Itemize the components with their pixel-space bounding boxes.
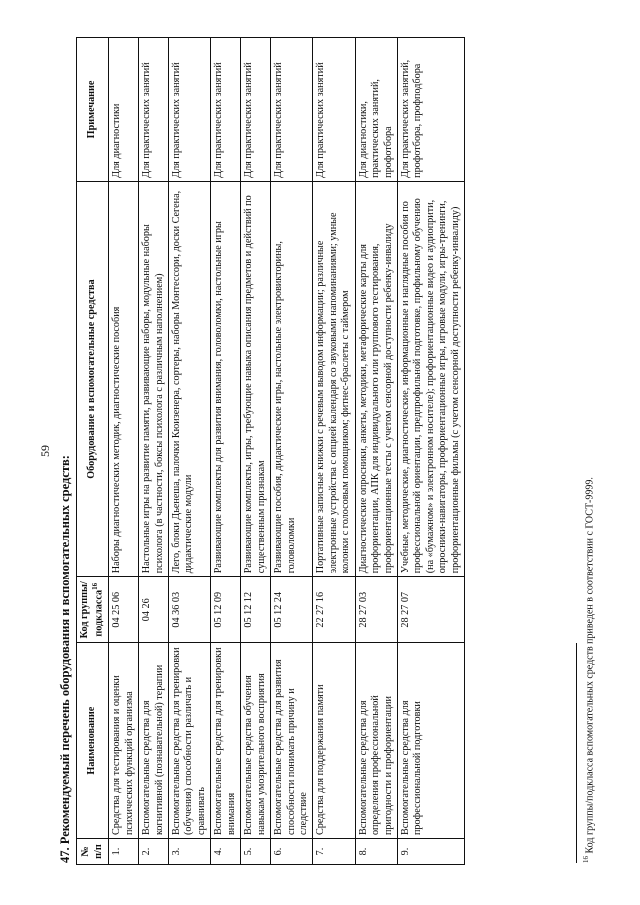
footnote-divider (576, 643, 577, 863)
row-num: 4. (211, 839, 241, 865)
header-code (77, 577, 109, 643)
row-note: Для диагностики, практических занятий, профотбора (355, 38, 397, 182)
row-equipment: Развивающие пособия, дидактические игры, настольные электровикторины, головоломки (271, 181, 313, 576)
row-equipment: Развивающие комплекты, игры, требующие навыка описания предметов и действий по существенным признакам (241, 181, 271, 576)
row-num: 2. (139, 839, 169, 865)
row-num: 9. (398, 839, 465, 865)
row-num: 8. (355, 839, 397, 865)
row-num: 5. (241, 839, 271, 865)
row-note: Для практических занятий (139, 38, 169, 182)
row-name: Вспомогательные средства для определения профессиональной пригодности и профориентации (355, 643, 397, 839)
row-code: 28 27 07 (398, 577, 465, 643)
table-row (398, 38, 465, 865)
row-note: Для практических занятий (241, 38, 271, 182)
row-note: Для практических занятий, профотбора, профподбора (398, 38, 465, 182)
table-row (211, 38, 241, 865)
header-code-label: Код группы/ подкласса (79, 581, 105, 639)
row-num: 3. (169, 839, 211, 865)
row-equipment: Настольные игры на развитие памяти, развивающие наборы, модульные наборы психолога (в частности, боксы психолога с различным наполнением) (139, 181, 169, 576)
table-row (271, 38, 313, 865)
row-note: Для практических занятий (313, 38, 355, 182)
row-code: 05 12 12 (241, 577, 271, 643)
row-num: 1. (109, 839, 139, 865)
row-equipment: Портативные записные книжки с речевым выводом информации; различные электронные устройства с опцией календаря со звуковыми напоминаниями; умные колонки с голосовым помощником; фитнес-браслеты с таймером (313, 181, 355, 576)
row-name: Вспомогательные средства для развития способности понимать причину и следствие (271, 643, 313, 839)
table-row (139, 38, 169, 865)
equipment-table (76, 37, 465, 865)
header-num: № п/п (77, 839, 109, 865)
section-heading: 47. Рекомендуемый перечень оборудования и вспомогательных средств: (58, 455, 72, 863)
row-code: 05 12 09 (211, 577, 241, 643)
table-row (313, 38, 355, 865)
row-code: 05 12 24 (271, 577, 313, 643)
row-name: Вспомогательные средства для когнитивной (познавательной) терапии (139, 643, 169, 839)
header-equipment: Оборудование и вспомогательные средства (77, 181, 109, 576)
header-code-footnote-marker: 16 (91, 582, 100, 590)
row-name: Средства для тестирования и оценки психических функций организма (109, 643, 139, 839)
row-equipment: Развивающие комплекты для развития внимания, головоломки, настольные игры (211, 181, 241, 576)
row-num: 6. (271, 839, 313, 865)
table-row (169, 38, 211, 865)
table-row (109, 38, 139, 865)
row-note: Для диагностики (109, 38, 139, 182)
table-row (241, 38, 271, 865)
row-name: Вспомогательные средства для тренировки (обучения) способности различать и сравнивать (169, 643, 211, 839)
row-equipment: Наборы диагностических методик, диагностические пособия (109, 181, 139, 576)
row-note: Для практических занятий (271, 38, 313, 182)
row-name: Вспомогательные средства для тренировки внимания (211, 643, 241, 839)
row-equipment: Диагностические опросники, анкеты, методики, метафорические карты для профориентации, АПК для индивидуального или группового тестирования, профориентационные тесты с учетом сенсорной доступности ребенку-инвалиду (355, 181, 397, 576)
page-number: 59 (38, 445, 52, 457)
row-note: Для практических занятий (169, 38, 211, 182)
header-name: Наименование (77, 643, 109, 839)
row-code: 04 25 06 (109, 577, 139, 643)
table-header-row (77, 38, 109, 865)
row-code: 04 26 (139, 577, 169, 643)
table-row (355, 38, 397, 865)
row-name: Вспомогательные средства обучения навыкам умозрительного восприятия (241, 643, 271, 839)
footnote-text: Код группы/подкласса вспомогательных средств приведен в соответствии с ГОСТ-9999. (584, 477, 596, 854)
row-name: Средства для поддержания памяти (313, 643, 355, 839)
row-code: 04 36 03 (169, 577, 211, 643)
header-note: Примечание (77, 38, 109, 182)
footnote-marker: 16 (582, 856, 590, 863)
row-name: Вспомогательные средства для профессиональной подготовки (398, 643, 465, 839)
row-code: 28 27 03 (355, 577, 397, 643)
row-num: 7. (313, 839, 355, 865)
row-note: Для практических занятий (211, 38, 241, 182)
row-code: 22 27 16 (313, 577, 355, 643)
row-equipment: Учебные, методические, диагностические, информационные и наглядные пособия по профессиональной ориентации, предпрофильной подготовке, профильному обучению (на «бумажном» и электронном носителе); профориентационные видео и аудиоприти, опросники-навигаторы, профориентационные игры, игровые модули, игры-тренинги, профориентационные фильмы (с учетом сенсорной доступности ребенку-инвалиду) (398, 181, 465, 576)
row-equipment: Лего, блоки Дьенеша, палочки Кюизенера, сортеры, наборы Монтессори, доски Сегена, дидактические модули (169, 181, 211, 576)
footnote (582, 477, 595, 863)
